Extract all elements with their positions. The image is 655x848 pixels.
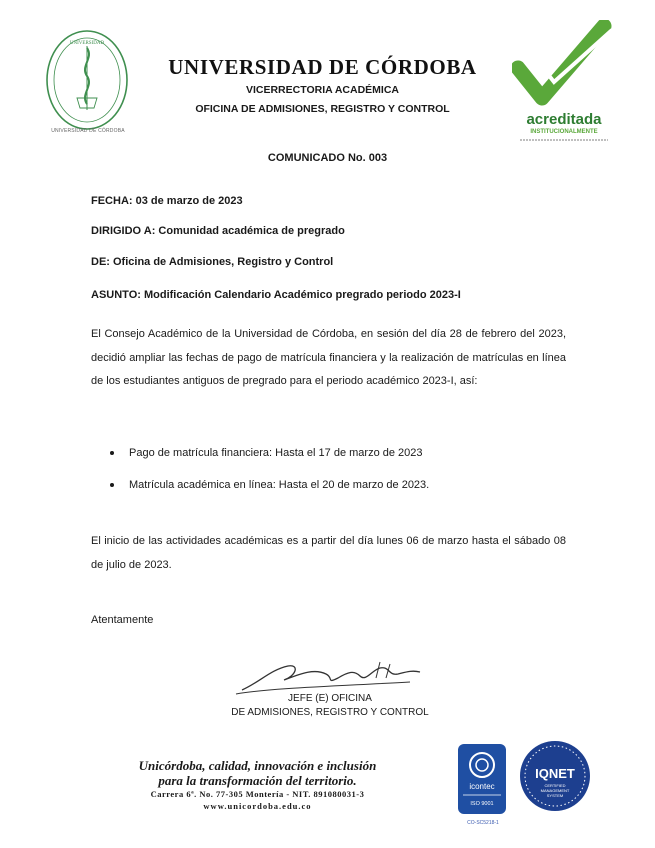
signer-department: DE ADMISIONES, REGISTRO Y CONTROL: [231, 707, 429, 718]
bullet-icon: [110, 451, 114, 455]
list-item-text: Pago de matrícula financiera: Hasta el 17 de marzo de 2023: [129, 447, 423, 459]
iqnet-certification-logo: [519, 740, 591, 812]
footer-slogan-line-2: para la transformación del territorio.: [158, 773, 357, 788]
date-field: FECHA: 03 de marzo de 2023: [91, 195, 243, 207]
iqnet-label: IQNET: [535, 766, 575, 781]
footer-address: Carrera 6ª. No. 77-305 Montería - NIT. 891080031-3: [150, 789, 365, 799]
iqnet-sub-3: SYSTEM: [546, 793, 564, 798]
icontec-label: icontec: [469, 782, 495, 791]
university-name: UNIVERSIDAD DE CÓRDOBA: [168, 55, 477, 79]
certificate-code: CO-SC5218-1: [467, 820, 499, 826]
signer-title: JEFE (E) OFICINA: [288, 693, 372, 704]
subject-field: ASUNTO: Modificación Calendario Académico pregrado periodo 2023-I: [91, 289, 461, 301]
footer-slogan-line-1: Unicórdoba, calidad, innovación e inclusión: [138, 758, 377, 773]
body-paragraph-1: El Consejo Académico de la Universidad de Córdoba, en sesión del día 28 de febrero del 2023, decidió ampliar las fechas de pago de matrícula financiera y la realización de matrículas en línea de los estudiantes antiguos de pregrado para el periodo académico 2023-I, así:: [91, 328, 566, 387]
svg-text:UNIVERSIDAD: UNIVERSIDAD: [69, 41, 105, 46]
office-name: OFICINA DE ADMISIONES, REGISTRO Y CONTROL: [195, 103, 450, 115]
list-item-text: Matrícula académica en línea: Hasta el 20 de marzo de 2023.: [129, 479, 430, 491]
addressed-to-field: DIRIGIDO A: Comunidad académica de pregrado: [91, 225, 345, 237]
vice-rectory: VICERRECTORIA ACADÉMICA: [245, 84, 400, 96]
iqnet-sub-2: MANAGEMENT: [540, 788, 570, 793]
body-paragraph-2: El inicio de las actividades académicas es a partir del día lunes 06 de marzo hasta el sábado 08 de julio de 2023.: [91, 535, 566, 571]
bullet-icon: [110, 483, 114, 487]
list-item: [108, 446, 429, 478]
university-seal-logo: [44, 28, 130, 132]
accreditation-text: acreditada: [526, 111, 602, 128]
closing: Atentamente: [91, 614, 154, 626]
deadline-list: [108, 446, 429, 510]
iso-label: ISO 9001: [470, 801, 494, 807]
seal-caption: UNIVERSIDAD DE CÓRDOBA: [51, 128, 125, 134]
list-item: [108, 478, 429, 510]
icontec-certification-logo: [457, 743, 507, 815]
accreditation-sub: INSTITUCIONALMENTE: [530, 129, 598, 135]
iqnet-sub-1: CERTIFIED: [544, 783, 566, 788]
footer-website: www.unicordoba.edu.co: [203, 801, 312, 811]
accreditation-logo: [512, 20, 616, 146]
from-field: DE: Oficina de Admisiones, Registro y Control: [91, 256, 334, 268]
communique-title: COMUNICADO No. 003: [267, 152, 388, 164]
